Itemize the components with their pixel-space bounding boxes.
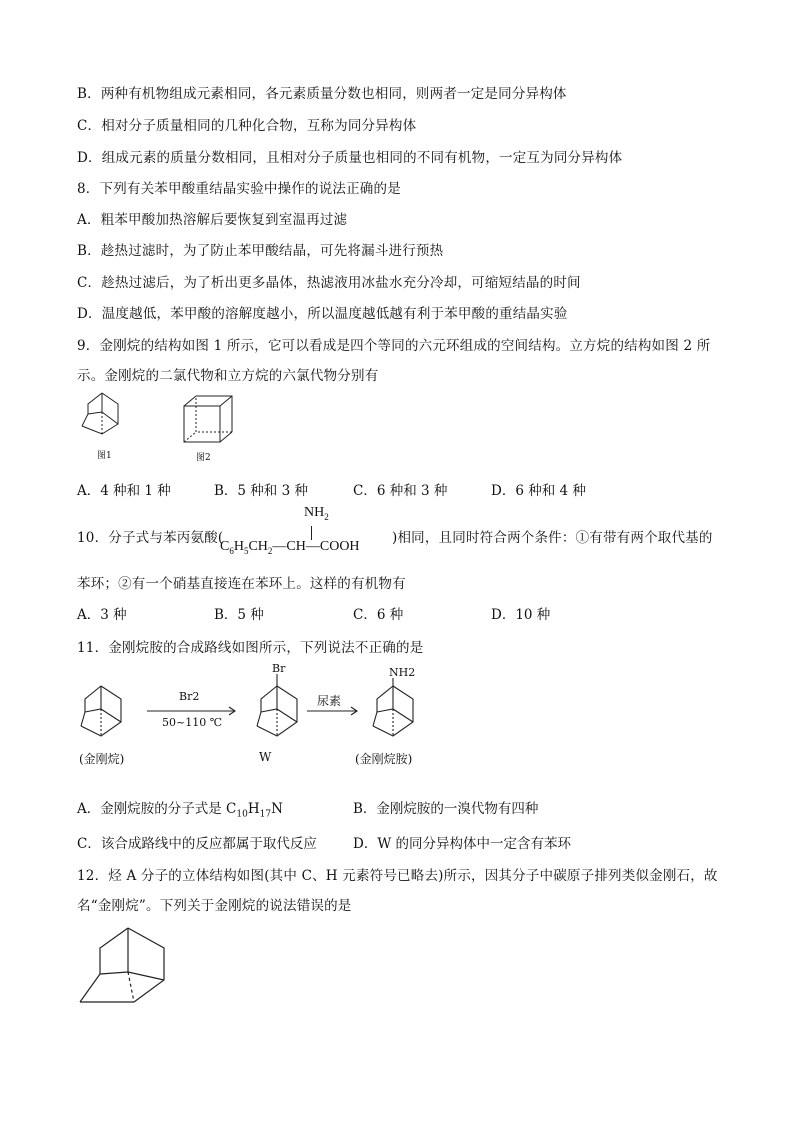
q11-option-c: C．该合成路线中的反应都属于取代反应 [77, 836, 317, 852]
q11-stem: 11．金刚烷胺的合成路线如图所示，下列说法不正确的是 [77, 640, 424, 656]
q10-option-c: C．6 种 [353, 607, 404, 623]
adamantane-figure-q12 [78, 924, 173, 1009]
q10-option-b: B．5 种 [214, 607, 264, 623]
adamantane-figure-1 [78, 390, 138, 445]
reagent-br2: Br2 [179, 690, 200, 703]
q10-stem-pre: 10．分子式与苯丙氨酸( [77, 530, 224, 546]
q12-stem-line1: 12．烃 A 分子的立体结构如图(其中 C、H 元素符号已略去)所示，因其分子中碳原子排列类似金刚石，故 [77, 868, 718, 884]
q9-option-b: B．5 种和 3 种 [214, 483, 308, 499]
q9-option-a: A．4 种和 1 种 [77, 483, 171, 499]
q9-option-d: D．6 种和 4 种 [491, 483, 586, 499]
q7-option-d: D．组成元素的质量分数相同，且相对分子质量也相同的不同有机物，一定互为同分异构体 [77, 150, 623, 166]
formula-main: $C_6H_5CH_2—CH—COOH$ [220, 539, 360, 556]
q7-option-b: B．两种有机物组成元素相同，各元素质量分数也相同，则两者一定是同分异构体 [77, 86, 567, 102]
figure-2-label: 图2 [196, 453, 211, 463]
q9-stem-line1: 9．金刚烷的结构如图 1 所示，它可以看成是四个等同的六元环组成的空间结构。立方烷的结构如图 2 所 [77, 338, 711, 354]
q8-option-d: D．温度越低，苯甲酸的溶解度越小，所以温度越低越有利于苯甲酸的重结晶实验 [77, 306, 568, 322]
br-label: Br [272, 662, 286, 675]
label-w: W [259, 750, 272, 764]
q10-option-a: A．3 种 [77, 607, 127, 623]
q12-stem-line2: 名“金刚烷”。下列关于金刚烷的说法错误的是 [77, 898, 352, 914]
q9-option-c: C．6 种和 3 种 [353, 483, 448, 499]
q9-stem-line2: 示。金刚烷的二氯代物和立方烷的六氯代物分别有 [77, 368, 379, 384]
formula-bond [311, 526, 312, 540]
nh2-label: NH2 [389, 666, 416, 679]
formula-nh2: $NH_2$ [304, 505, 329, 522]
q11-option-a: A．金刚烷胺的分子式是 $C_{10}H_{17}N$ [77, 801, 283, 820]
figure-1-label: 图1 [97, 451, 112, 461]
label-amantadine: (金刚烷胺) [355, 752, 413, 766]
reagent-urea: 尿素 [317, 694, 342, 708]
q7-option-c: C．相对分子质量相同的几种化合物，互称为同分异构体 [77, 118, 417, 134]
q10-stem-line2: 苯环；②有一个硝基直接连在苯环上。这样的有机物有 [77, 576, 406, 592]
q11-option-b: B．金刚烷胺的一溴代物有四种 [353, 801, 539, 817]
cubane-figure-2 [180, 392, 240, 447]
q8-option-a: A．粗苯甲酸加热溶解后要恢复到室温再过滤 [77, 212, 348, 228]
q8-stem: 8．下列有关苯甲酸重结晶实验中操作的说法正确的是 [77, 181, 401, 197]
q11-option-d: D．W 的同分异构体中一定含有苯环 [353, 836, 571, 852]
phenylalanine-formula [216, 505, 394, 559]
q10-stem-post: )相同，且同时符合两个条件：①有带有两个取代基的 [392, 530, 713, 546]
q8-option-b: B．趁热过滤时，为了防止苯甲酸结晶，可先将漏斗进行预热 [77, 243, 444, 259]
synthesis-scheme [75, 664, 435, 774]
label-adamantane: (金刚烷) [79, 752, 125, 766]
q8-option-c: C．趁热过滤后，为了析出更多晶体，热滤液用冰盐水充分冷却，可缩短结晶的时间 [77, 275, 581, 291]
q10-option-d: D．10 种 [491, 607, 551, 623]
condition-temp: 50~110 ℃ [162, 716, 223, 729]
